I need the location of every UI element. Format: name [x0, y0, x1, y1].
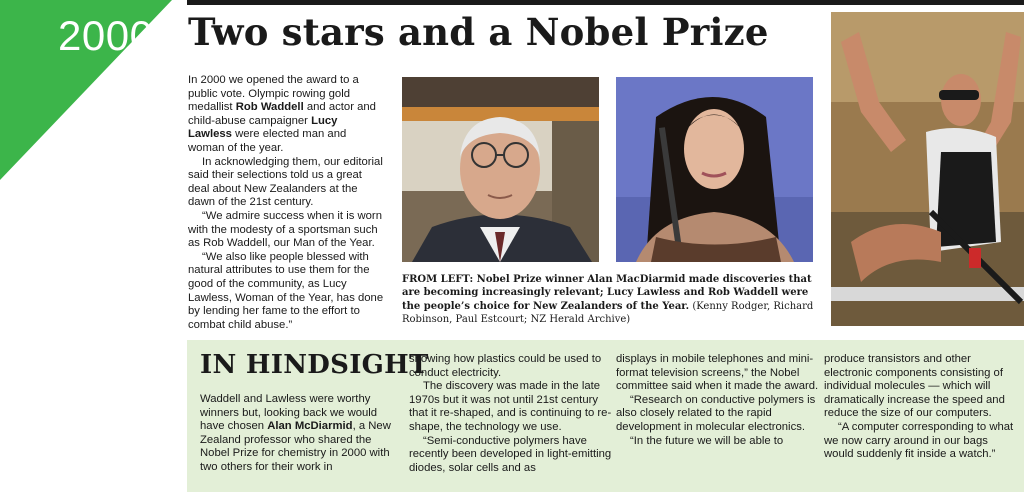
hindsight-paragraph: showing how plastics could be used to conduct electricity.: [409, 353, 602, 379]
article-body: [188, 74, 384, 332]
photo-caption: [402, 273, 822, 327]
body-paragraph-2: In acknowledging them, our editorial said their selections told us a great deal about New Zealanders at the dawn of the 21st century.: [188, 155, 383, 209]
year-label: 2000: [58, 12, 154, 59]
hindsight-paragraph: “In the future we will be able to: [630, 434, 784, 447]
hindsight-paragraph: displays in mobile telephones and mini-format television screens,” the Nobel committee said when it made the award.: [616, 353, 819, 393]
hindsight-paragraph: Waddell and Lawless were worthy winners but, looking back we would have chosen Alan McDiarmid, a New Zealand professor who shared the Nobel Prize for chemistry in 2000 with two others for their work in: [200, 393, 391, 473]
hindsight-title: IN HINDSIGHT: [200, 350, 429, 380]
caption-credit: (Kenny Rodger, Richard Robinson, Paul Estcourt; NZ Herald Archive): [402, 300, 814, 326]
body-paragraph-1: In 2000 we opened the award to a public vote. Olympic rowing gold medallist Rob Waddell and actor and child-abuse campaigner Lucy Lawless were elected man and woman of the year.: [188, 74, 376, 154]
hindsight-paragraph: The discovery was made in the late 1970s but it was not until 21st century that it re-shaped, and is continuing to re-shape, the technology we use.: [409, 380, 612, 433]
hindsight-paragraph: produce transistors and other electronic components consisting of individual molecules — which will dramatically increase the speed and reduce the size of our computers.: [824, 353, 1005, 420]
hindsight-paragraph: “Research on conductive polymers is also closely related to the rapid development in molecular electronics.: [616, 393, 816, 433]
hindsight-column-4: [824, 353, 1020, 462]
name-lucy-lawless: Lucy Lawless: [188, 114, 338, 141]
name-alan-mcdiarmid: Alan McDiarmid: [267, 420, 353, 433]
hindsight-paragraph: “A computer corresponding to what we now carry around in our bags would suddenly fit inside a watch.”: [824, 420, 1014, 461]
photo-rob-waddell: [831, 12, 1024, 326]
hindsight-column-1: [200, 393, 396, 475]
photo-lucy-lawless: [616, 77, 813, 262]
name-rob-waddell: Rob Waddell: [235, 101, 304, 114]
body-paragraph-3: “We admire success when it is worn with the modesty of a sportsman such as Rob Waddell, our Man of the Year.: [188, 209, 382, 250]
body-paragraph-4: “We also like people blessed with natural attributes to use them for the good of the community, as Lucy Lawless, Woman of the Year, has done by lending her fame to the effort to combat child abuse.”: [188, 250, 384, 331]
caption-text: FROM LEFT: Nobel Prize winner Alan MacDiarmid made discoveries that are becoming increasingly relevant; Lucy Lawless and Rob Waddell were the people’s choice for New Zealanders of the Year.: [402, 274, 812, 312]
photo-alan-macdiarmid: [402, 77, 599, 262]
top-rule: [187, 0, 1024, 5]
headline: Two stars and a Nobel Prize: [188, 10, 769, 54]
hindsight-column-3: [616, 353, 821, 448]
hindsight-paragraph: “Semi-conductive polymers have recently been developed in light-emitting diodes, solar cells and as: [409, 434, 612, 474]
hindsight-column-2: [409, 353, 614, 475]
